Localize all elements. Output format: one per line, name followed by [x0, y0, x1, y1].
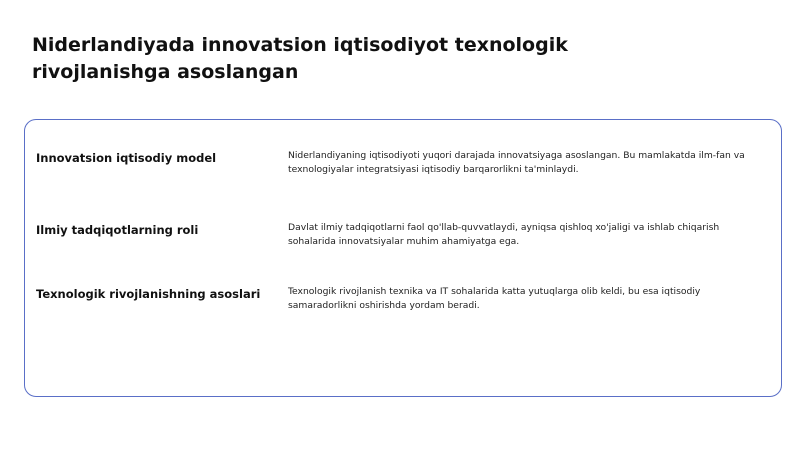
row-description: Davlat ilmiy tadqiqotlarni faol qo'llab-quvvatlaydi, ayniqsa qishloq xo'jaligi va ishlab chiqarish sohalarida innovatsiyalar muhim ahamiyatga ega. [288, 222, 720, 247]
row-heading: Texnologik rivojlanishning asoslari [36, 287, 261, 301]
row-description: Niderlandiyaning iqtisodiyoti yuqori darajada innovatsiyaga asoslangan. Bu mamlakatda ilm-fan va texnologiyalar integratsiyasi iqtisodiy barqarorlikni ta'minlaydi. [288, 150, 745, 175]
slide-title: Niderlandiyada innovatsion iqtisodiyot texnologik rivojlanishga asoslangan [32, 34, 568, 83]
row-heading: Innovatsion iqtisodiy model [36, 151, 217, 165]
content-card [24, 119, 782, 397]
row-description: Texnologik rivojlanish texnika va IT sohalarida katta yutuqlarga olib keldi, bu esa iqtisodiy samaradorlikni oshirishda yordam beradi. [288, 286, 701, 311]
row-heading: Ilmiy tadqiqotlarning roli [36, 223, 199, 237]
